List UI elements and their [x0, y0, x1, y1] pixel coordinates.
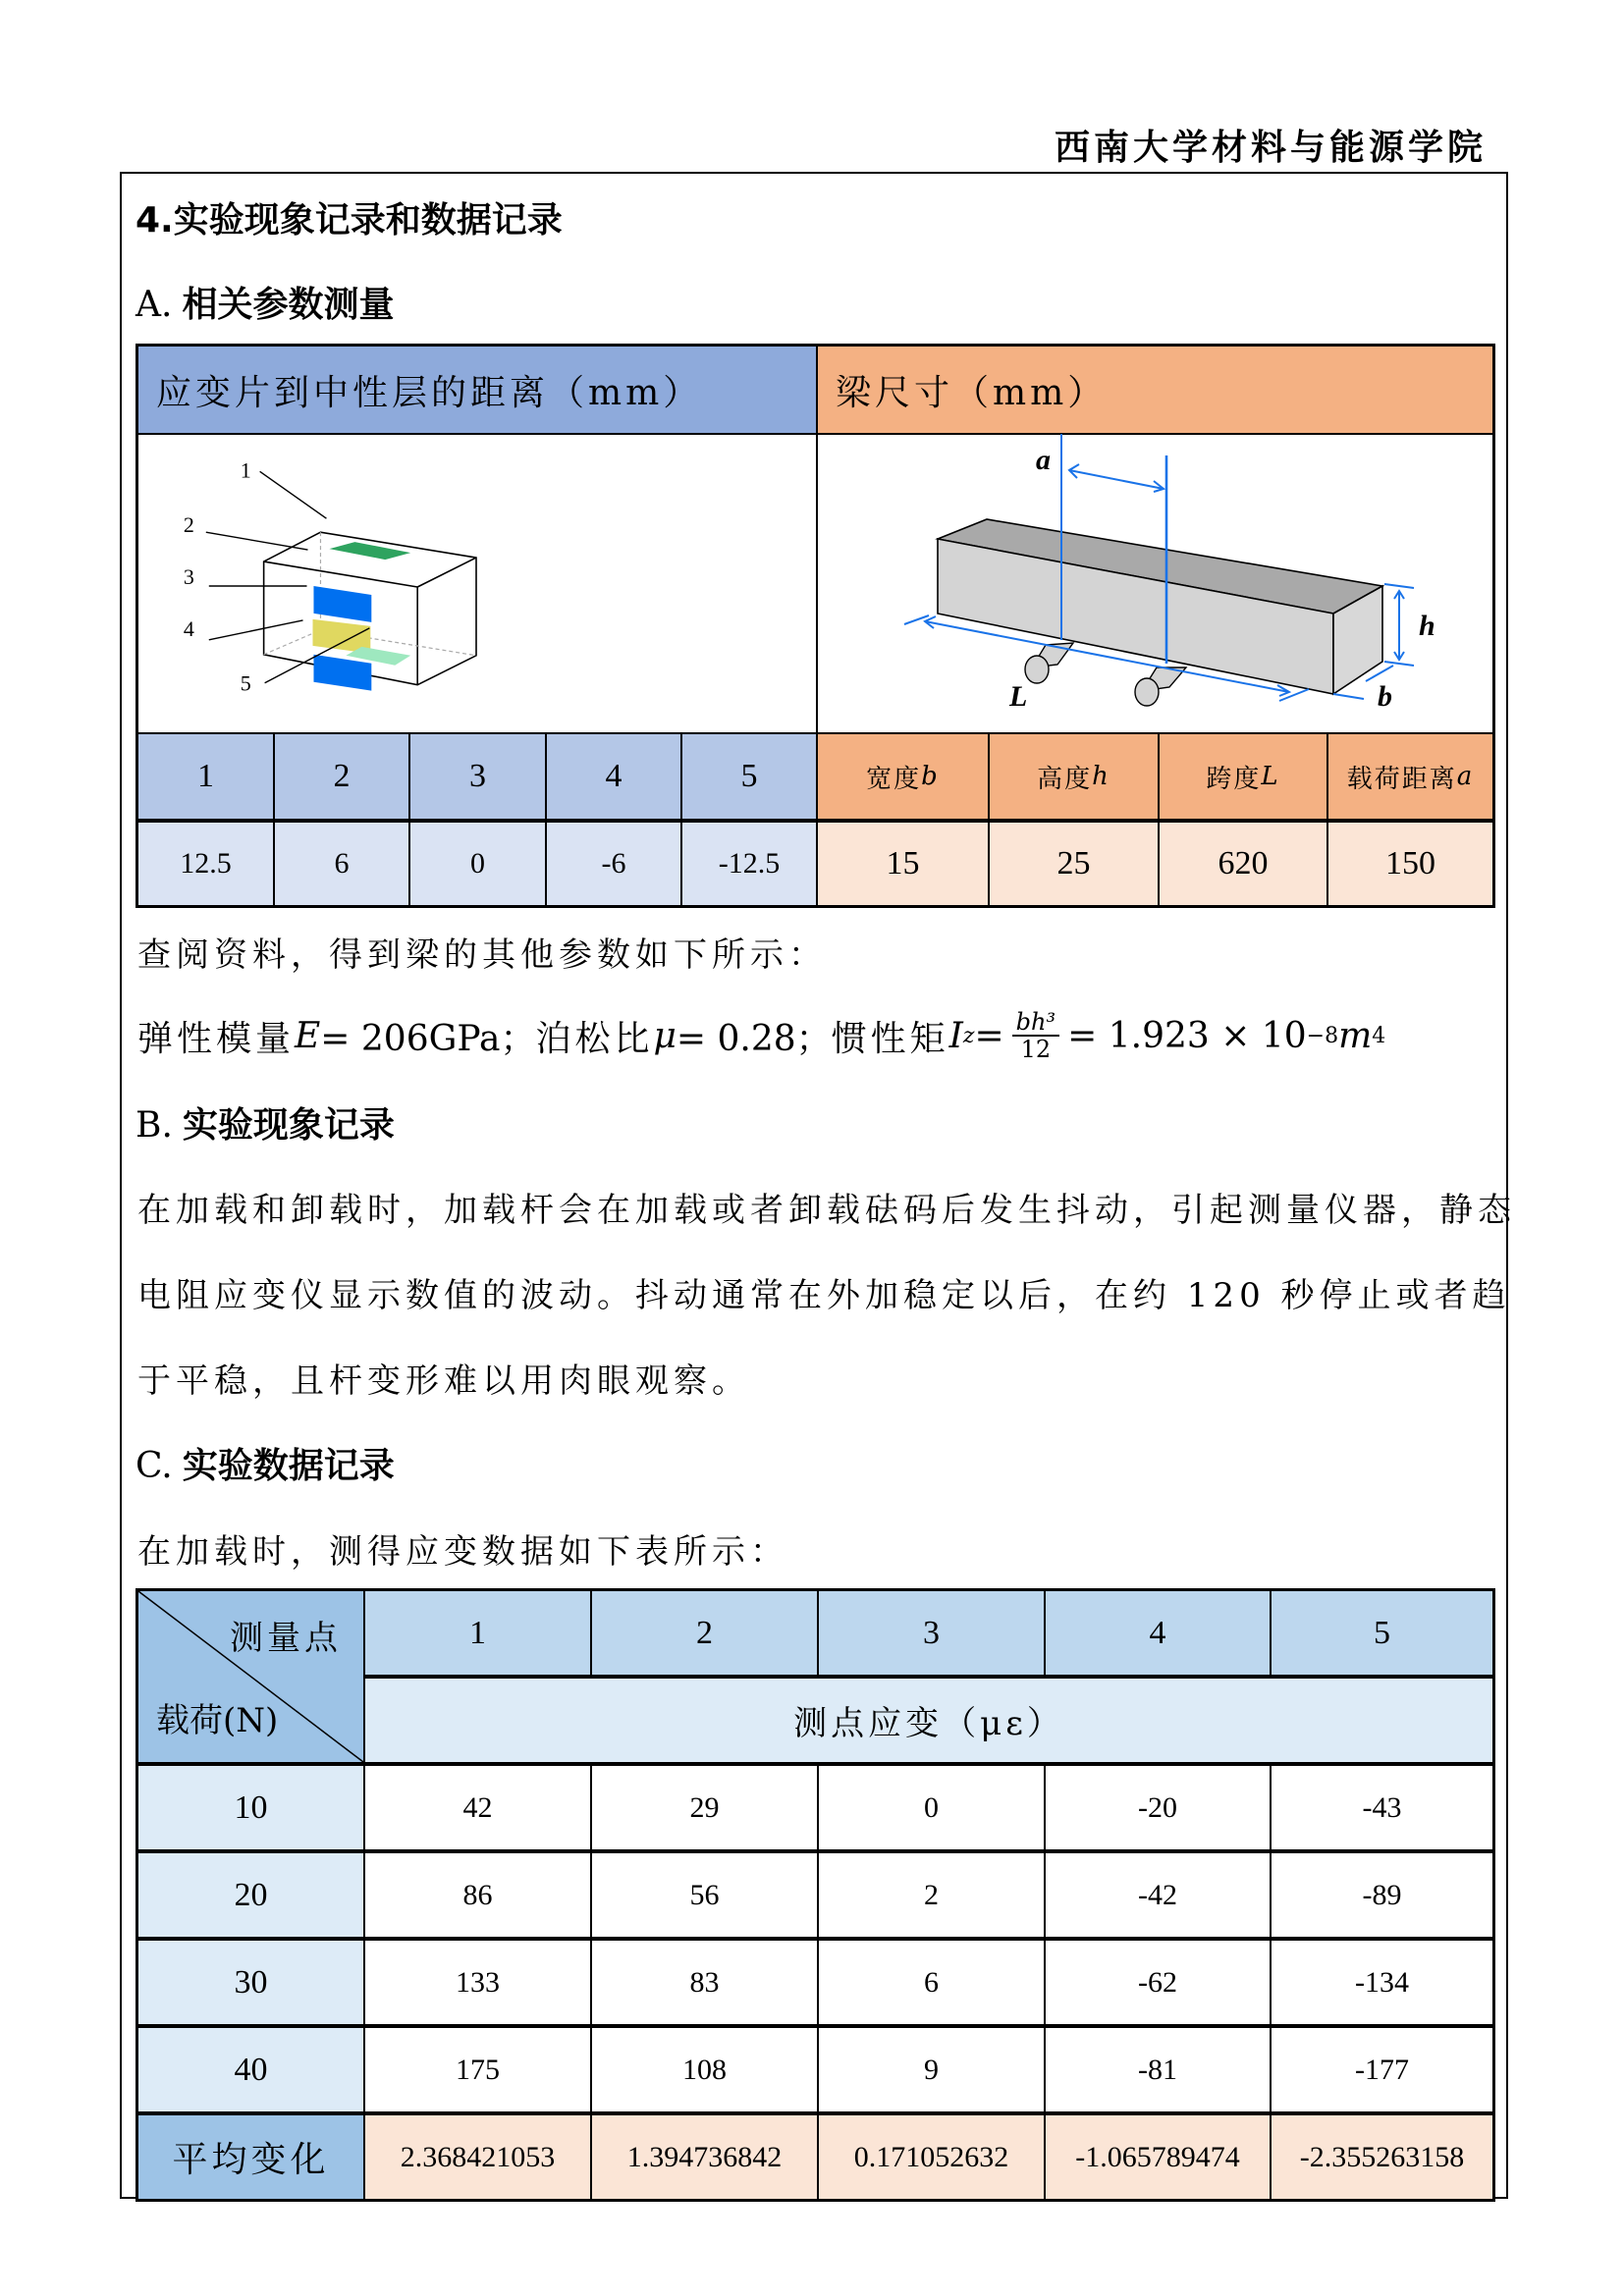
gauge-point-4-header: 4	[547, 734, 682, 823]
section-c-heading	[135, 1438, 395, 1488]
gauge-label-2: 2	[183, 512, 194, 538]
average-change-cell: 1.394736842	[592, 2115, 819, 2199]
gauge-point-3-header: 3	[410, 734, 547, 823]
load-distance-label: 载荷距离	[1346, 764, 1457, 794]
school-header: 西南大学材料与能源学院	[1054, 127, 1487, 168]
strain-cell: 6	[819, 1941, 1046, 2028]
material-params-formula	[137, 1009, 1385, 1063]
section-c-title: 实验数据记录	[182, 1446, 395, 1486]
gauge-point-2-header: 2	[275, 734, 410, 823]
row-load-4: 40	[138, 2028, 365, 2115]
strain-gauge-diagram	[138, 434, 816, 733]
beam-label-b: b	[1378, 680, 1392, 713]
beam-width-value: 15	[818, 823, 990, 905]
strain-cell: -177	[1272, 2028, 1492, 2115]
strain-cell: -81	[1046, 2028, 1272, 2115]
strain-cell: 9	[819, 2028, 1046, 2115]
gauge-distance-2: 6	[275, 823, 410, 905]
parameters-table	[135, 344, 1495, 908]
strain-cell: -134	[1272, 1941, 1492, 2028]
data-intro: 在加载时，测得应变数据如下表所示：	[137, 1532, 788, 1572]
gauge-distance-5: -12.5	[682, 823, 818, 905]
column-header-3: 3	[819, 1591, 1046, 1679]
average-change-cell: -2.355263158	[1272, 2115, 1492, 2199]
strain-cell: -62	[1046, 1941, 1272, 2028]
beam-diagram	[818, 434, 1492, 733]
inertia-value: = 1.923 × 10	[1067, 1015, 1307, 1056]
row-load-3: 30	[138, 1941, 365, 2028]
modulus-label: 弹性模量	[137, 1018, 296, 1059]
strain-cell: 83	[592, 1941, 819, 2028]
inertia-label: 惯性矩	[831, 1018, 949, 1059]
inertia-fraction	[1012, 1009, 1059, 1063]
strain-unit-header: 测点应变（με）	[365, 1679, 1492, 1766]
corner-column-label: 测量点	[230, 1619, 342, 1658]
strain-cell: 42	[365, 1766, 592, 1853]
section-b-title: 实验现象记录	[182, 1105, 395, 1146]
beam-span-value: 620	[1160, 823, 1328, 905]
strain-cell: 0	[819, 1766, 1046, 1853]
beam-width-header	[818, 734, 990, 823]
gauge-distance-4: -6	[547, 823, 682, 905]
strain-cell: 133	[365, 1941, 592, 2028]
beam-size-header: 梁尺寸（mm）	[818, 347, 1492, 435]
average-change-cell: -1.065789474	[1046, 2115, 1272, 2199]
gauge-label-4: 4	[183, 615, 194, 641]
strain-cell: 86	[365, 1853, 592, 1941]
left-support-roller	[1025, 656, 1049, 683]
load-distance-value: 150	[1328, 823, 1492, 905]
row-load-2: 20	[138, 1853, 365, 1941]
column-header-4: 4	[1046, 1591, 1272, 1679]
section-a-title: 相关参数测量	[182, 285, 395, 325]
beam-height-sym: h	[1092, 762, 1110, 791]
beam-diagram-cell	[818, 435, 1492, 734]
beam-height-label: 高度	[1037, 764, 1093, 794]
gauge-label-3: 3	[183, 563, 194, 589]
section-b-heading	[135, 1097, 395, 1148]
table-corner-cell	[138, 1591, 365, 1766]
load-distance-sym: a	[1456, 762, 1475, 791]
column-header-5: 5	[1272, 1591, 1492, 1679]
beam-width-sym: b	[921, 762, 940, 791]
gauge-distance-1: 12.5	[138, 823, 275, 905]
strain-cell: 175	[365, 2028, 592, 2115]
strain-cell: -20	[1046, 1766, 1272, 1853]
beam-width-label: 宽度	[866, 764, 922, 794]
gauge-diagram-cell	[138, 435, 818, 734]
corner-row-label: 载荷(N)	[156, 1701, 279, 1740]
strain-cell: -43	[1272, 1766, 1492, 1853]
gauge-point-1-header: 1	[138, 734, 275, 823]
beam-span-header	[1160, 734, 1328, 823]
strain-cell: 56	[592, 1853, 819, 1941]
gauge-distance-header: 应变片到中性层的距离（mm）	[138, 347, 818, 435]
inertia-symbol: I	[948, 1015, 963, 1056]
section-b-prefix: B.	[135, 1105, 173, 1146]
beam-label-a: a	[1036, 444, 1051, 476]
column-header-1: 1	[365, 1591, 592, 1679]
gauge-label-5: 5	[240, 670, 251, 696]
fraction-denominator: 12	[1020, 1036, 1052, 1064]
poisson-symbol: μ	[653, 1015, 677, 1056]
strain-data-table	[135, 1588, 1495, 2202]
right-support-roller	[1135, 678, 1159, 706]
poisson-value: = 0.28；	[676, 1018, 832, 1059]
strain-cell: 2	[819, 1853, 1046, 1941]
section-c-prefix: C.	[135, 1446, 173, 1486]
gauge-point-5-header: 5	[682, 734, 818, 823]
observation-line-2: 电阻应变仪显示数值的波动。抖动通常在外加稳定以后，在约 120 秒停止或者趋	[137, 1276, 1511, 1315]
section-a-prefix: A.	[135, 285, 173, 325]
inertia-subscript: z	[962, 1023, 975, 1048]
strain-cell: 29	[592, 1766, 819, 1853]
row-load-1: 10	[138, 1766, 365, 1853]
beam-label-h: h	[1419, 610, 1435, 642]
inertia-equals: =	[974, 1015, 1004, 1056]
dim-a-line	[1069, 470, 1164, 489]
observation-line-3: 于平稳，且杆变形难以用肉眼观察。	[137, 1362, 750, 1401]
gauge-distance-3: 0	[410, 823, 547, 905]
modulus-value: = 206GPa；	[320, 1018, 536, 1059]
strain-cell: 108	[592, 2028, 819, 2115]
gauge-label-1: 1	[240, 457, 251, 483]
inertia-unit: m	[1338, 1015, 1373, 1056]
load-distance-header	[1328, 734, 1492, 823]
average-change-cell: 2.368421053	[365, 2115, 592, 2199]
column-header-2: 2	[592, 1591, 819, 1679]
beam-height-value: 25	[990, 823, 1160, 905]
beam-height-header	[990, 734, 1160, 823]
poisson-label: 泊松比	[535, 1018, 654, 1059]
beam-span-sym: L	[1261, 762, 1280, 791]
fraction-numerator: bh³	[1012, 1009, 1059, 1037]
beam-label-L: L	[1009, 680, 1028, 713]
strain-cell: -89	[1272, 1853, 1492, 1941]
section-a-heading	[135, 277, 394, 327]
average-change-label: 平均变化	[138, 2115, 365, 2199]
strain-cell: -42	[1046, 1853, 1272, 1941]
beam-span-label: 跨度	[1206, 764, 1262, 794]
reference-note: 查阅资料，得到梁的其他参数如下所示：	[137, 935, 827, 975]
inertia-exponent: −8	[1306, 1023, 1339, 1048]
section-title: 4.实验现象记录和数据记录	[135, 200, 563, 240]
average-change-cell: 0.171052632	[819, 2115, 1046, 2199]
inertia-unit-exponent: 4	[1372, 1023, 1386, 1048]
observation-line-1: 在加载和卸载时，加载杆会在加载或者卸载砝码后发生抖动，引起测量仪器，静态	[137, 1191, 1516, 1230]
modulus-symbol: E	[295, 1015, 321, 1056]
